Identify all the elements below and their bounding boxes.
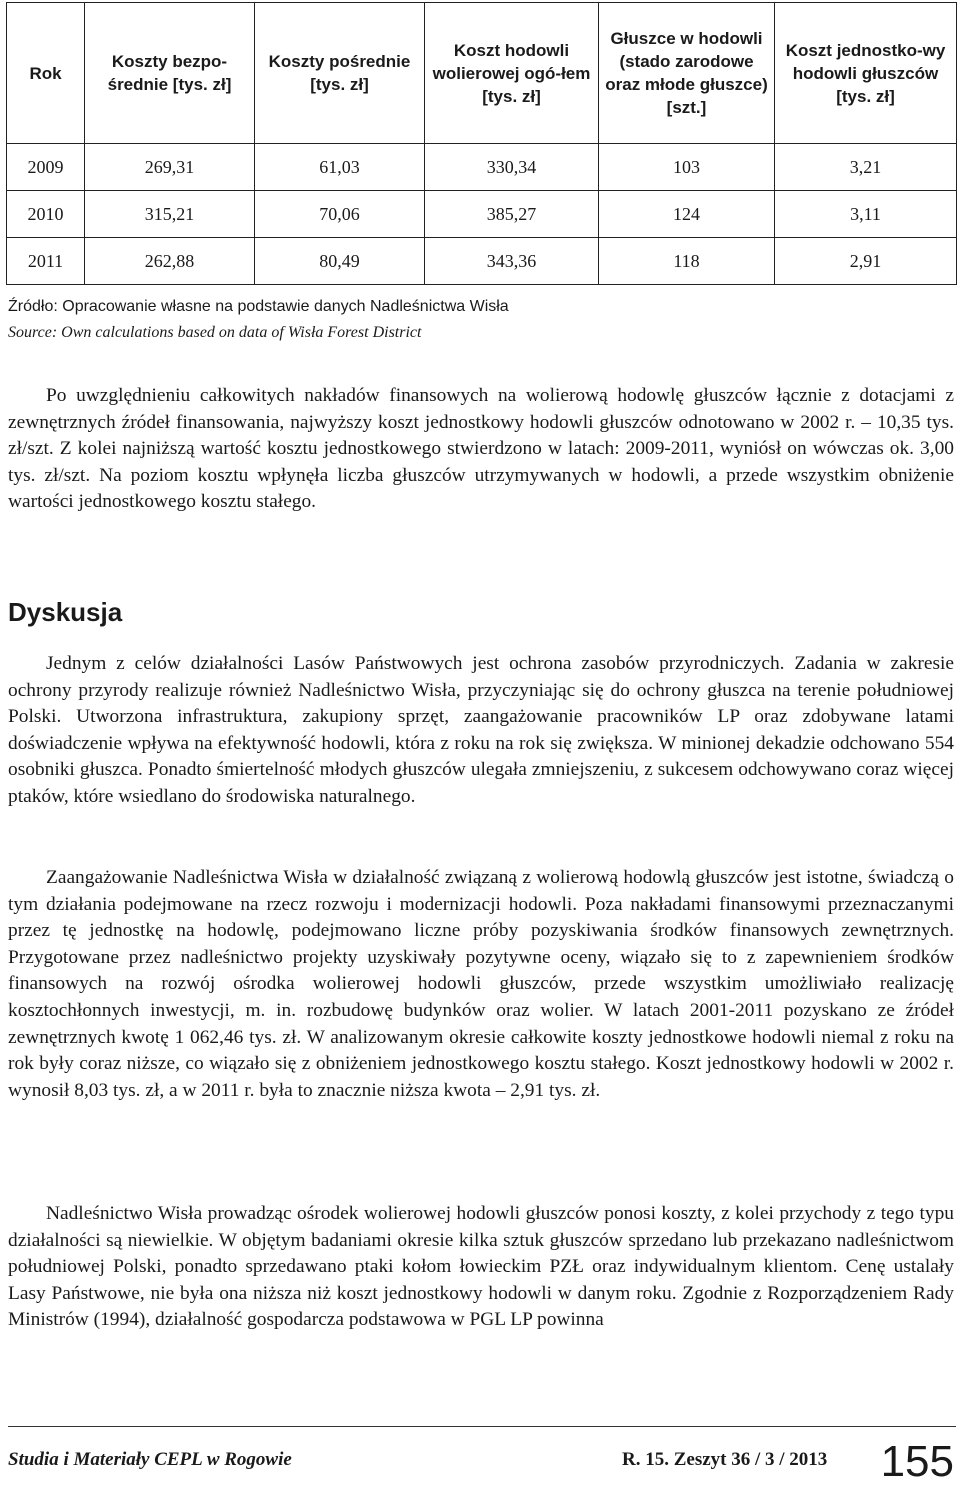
table-header-row — [7, 3, 957, 144]
table-cell: 3,21 — [775, 144, 957, 191]
table-cell: 80,49 — [255, 238, 425, 285]
table-source-english: Source: Own calculations based on data of Wisła Forest District — [8, 324, 422, 341]
body-paragraph-3: Nadleśnictwo Wisła prowadząc ośrodek wolierowej hodowli głuszców ponosi koszty, z kolei przychody z tego typu działalności są niewielkie. W objętym badaniami okresie kilka sztuk głuszców sprzedano lub przekazano nadleśnictwom południowej Polski, ponadto sprzedawano ptaki kołom łowieckim PZŁ oraz indywidualnym klientom. Cenę ustalały Lasy Państwowe, nie była ona niższa niż koszt jednostkowy hodowli w danym roku. Zgodnie z Rozporządzeniem Rady Ministrów (1994), działalność gospodarcza podstawowa w PGL LP powinna — [8, 1203, 954, 1331]
header-direct-costs: Koszty bezpo-średnie [tys. zł] — [85, 3, 255, 144]
table-cell: 2009 — [7, 144, 85, 191]
table-cell: 262,88 — [85, 238, 255, 285]
table-cell: 2011 — [7, 238, 85, 285]
header-total-cost: Koszt hodowli wolierowej ogó-łem [tys. zł] — [425, 3, 599, 144]
table-cell: 103 — [599, 144, 775, 191]
section-heading: Dyskusja — [8, 597, 123, 627]
intro-paragraph: Po uwzględnieniu całkowitych nakładów finansowych na wolierową hodowlę głuszców łącznie z dotacjami z zewnętrznych źródeł finansowania, najwyższy koszt jednostkowy hodowli głuszców odnotowano w 2002 r. – 10,35 tys. zł/szt. Z kolei najniższą wartość kosztu jednostkowego stwierdzono w latach: 2009-2011, wyniósł on wówczas ok. 3,00 tys. zł/szt. Na poziom kosztu wpłynęła liczba głuszców utrzymywanych w hodowli, a przede wszystkim obniżenie wartości jednostkowego kosztu stałego. — [8, 385, 954, 513]
header-year: Rok — [7, 3, 85, 144]
table-cell: 2,91 — [775, 238, 957, 285]
table-cell: 118 — [599, 238, 775, 285]
table-cell: 343,36 — [425, 238, 599, 285]
cost-table — [6, 2, 957, 285]
page-number: 155 — [880, 1437, 954, 1486]
table-cell: 124 — [599, 191, 775, 238]
table-source-polish: Źródło: Opracowanie własne na podstawie danych Nadleśnictwa Wisła — [8, 298, 509, 315]
table-cell: 61,03 — [255, 144, 425, 191]
header-indirect-costs: Koszty pośrednie [tys. zł] — [255, 3, 425, 144]
table-cell: 385,27 — [425, 191, 599, 238]
table-row — [7, 238, 957, 285]
table-cell: 3,11 — [775, 191, 957, 238]
body-paragraph-1: Jednym z celów działalności Lasów Państwowych jest ochrona zasobów przyrodniczych. Zadania w zakresie ochrony przyrody realizuje również Nadleśnictwo Wisła, przyczyniając się do ochrony głuszca na terenie południowej Polski. Utworzona infrastruktura, zakupiony sprzęt, zaangażowanie pracowników LP oraz zdobywane latami doświadczenie wpływa na efektywność hodowli, która z roku na rok się zwiększa. W minionej dekadzie odchowano 554 osobniki głuszca. Ponadto śmiertelność młodych głuszców ulegała zmniejszeniu, z sukcesem odchowywano coraz więcej ptaków, które wsiedlano do środowiska naturalnego. — [8, 653, 954, 807]
table-cell: 269,31 — [85, 144, 255, 191]
issue-info: R. 15. Zeszyt 36 / 3 / 2013 — [622, 1449, 828, 1470]
table-row — [7, 144, 957, 191]
table-cell: 315,21 — [85, 191, 255, 238]
table-cell: 2010 — [7, 191, 85, 238]
journal-name: Studia i Materiały CEPL w Rogowie — [8, 1449, 292, 1470]
header-unit-cost: Koszt jednostko-wy hodowli głuszców [tys. zł] — [775, 3, 957, 144]
table-row — [7, 191, 957, 238]
table-cell: 330,34 — [425, 144, 599, 191]
footer-divider — [8, 1426, 956, 1427]
table-cell: 70,06 — [255, 191, 425, 238]
header-bird-count: Głuszce w hodowli (stado zarodowe oraz młode głuszce) [szt.] — [599, 3, 775, 144]
body-paragraph-2: Zaangażowanie Nadleśnictwa Wisła w działalność związaną z wolierową hodowlą głuszców jest istotne, świadczą o tym działania podejmowane na rzecz rozwoju i modernizacji hodowli. Poza nakładami finansowymi przeznaczanymi przez tę jednostkę na hodowlę, podejmowano liczne próby pozyskiwania środków finansowych zewnętrznych. Przygotowane przez nadleśnictwo projekty uzyskiwały pozytywne oceny, wiązało się to z zapewnieniem środków finansowych na rozwój ośrodka wolierowej hodowli głuszców, przede wszystkim umożliwiało realizację kosztochłonnych inwestycji, m. in. rozbudowę budynków oraz wolier. W latach 2001-2011 pozyskano ze źródeł zewnętrznych kwotę 1 062,46 tys. zł. W analizowanym okresie całkowite koszty jednostkowe hodowli niemal z roku na rok były coraz niższe, co wiązało się z obniżeniem jednostkowego kosztu stałego. Koszt jednostkowy hodowli w 2002 r. wynosił 8,03 tys. zł, a w 2011 r. była to znacznie niższa kwota – 2,91 tys. zł. — [8, 867, 954, 1101]
